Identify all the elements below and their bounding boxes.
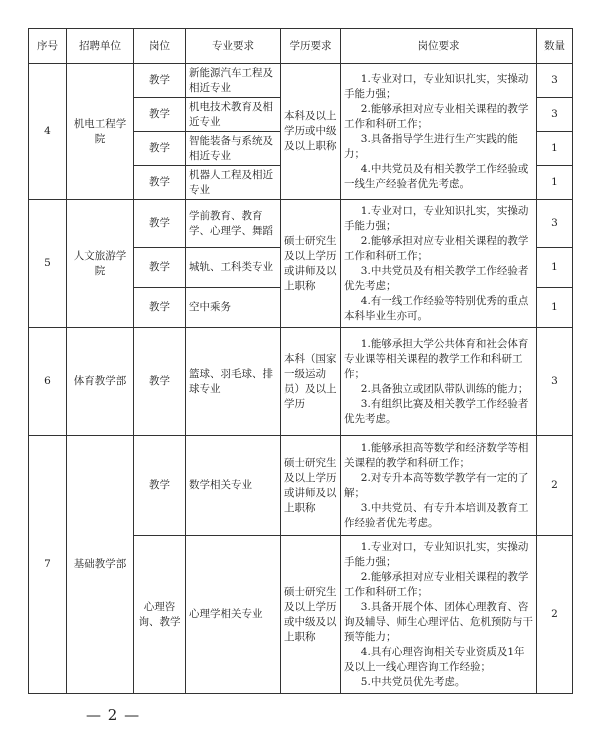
requirements-cell <box>341 328 537 436</box>
major-cell: 机电技术教育及相近专业 <box>186 98 281 132</box>
requirement-item: 2.能够承担对应专业相关课程的教学工作和科研工作； <box>344 102 529 130</box>
major-cell: 学前教育、教育学、心理学、舞蹈 <box>186 200 281 248</box>
education-cell: 硕士研究生及以上学历或中级及以上职称 <box>281 536 341 694</box>
post-cell: 教学 <box>134 200 186 248</box>
requirement-item: 1.能够承担大学公共体育和社会体育专业课等相关课程的教学工作和科研工作； <box>344 337 529 380</box>
header-major: 专业要求 <box>186 29 281 64</box>
requirement-item: 3.有组织比赛及相关教学工作经验者优先考虑。 <box>344 397 529 425</box>
requirement-item: 2.能够承担对应专业相关课程的教学工作和科研工作； <box>344 570 529 598</box>
group-index: 5 <box>29 200 67 328</box>
requirement-item: 1.专业对口，专业知识扎实，实操动手能力强； <box>344 540 529 568</box>
requirement-item: 3.中共党员、有专升本培训及教育工作经验者优先考虑。 <box>344 501 529 529</box>
major-cell: 机器人工程及相近专业 <box>186 166 281 200</box>
major-cell: 新能源汽车工程及相近专业 <box>186 64 281 98</box>
page-number: — 2 — <box>86 706 141 724</box>
count-cell: 3 <box>537 64 573 98</box>
post-cell: 教学 <box>134 98 186 132</box>
requirement-item: 2.能够承担对应专业相关课程的教学工作和科研工作； <box>344 234 529 262</box>
requirement-item: 1.专业对口，专业知识扎实，实操动手能力强； <box>344 72 529 100</box>
count-cell: 1 <box>537 248 573 288</box>
requirements-cell <box>341 536 537 694</box>
header-requirements: 岗位要求 <box>341 29 537 64</box>
post-cell: 教学 <box>134 248 186 288</box>
requirement-item: 1.能够承担高等数学和经济数学等相关课程的教学和科研工作； <box>344 441 529 469</box>
education-cell: 硕士研究生及以上学历或讲师及以上职称 <box>281 436 341 536</box>
count-cell: 3 <box>537 98 573 132</box>
requirements-cell <box>341 64 537 200</box>
group-unit: 体育教学部 <box>67 328 134 436</box>
recruitment-table <box>28 28 573 694</box>
major-cell: 空中乘务 <box>186 288 281 328</box>
count-cell: 3 <box>537 328 573 436</box>
major-cell: 城轨、工科类专业 <box>186 248 281 288</box>
post-cell: 教学 <box>134 328 186 436</box>
post-cell: 教学 <box>134 288 186 328</box>
table-row <box>29 436 573 536</box>
requirement-item: 3.具备指导学生进行生产实践的能力； <box>344 132 518 160</box>
group-index: 4 <box>29 64 67 200</box>
count-cell: 3 <box>537 200 573 248</box>
count-cell: 1 <box>537 132 573 166</box>
count-cell: 2 <box>537 436 573 536</box>
group-unit: 基础教学部 <box>67 436 134 694</box>
requirement-item: 5.中共党员优先考虑。 <box>360 675 466 688</box>
post-cell: 心理咨询、教学 <box>134 536 186 694</box>
requirement-item: 3.具备开展个体、团体心理教育、咨询及辅导、师生心理评估、危机预防与干预等能力； <box>344 600 533 643</box>
post-cell: 教学 <box>134 132 186 166</box>
group-index: 6 <box>29 328 67 436</box>
post-cell: 教学 <box>134 64 186 98</box>
requirement-item: 2.具备独立或团队带队训练的能力； <box>360 382 529 395</box>
requirement-item: 4.有一线工作经验等特别优秀的重点本科毕业生亦可。 <box>344 294 529 322</box>
requirement-item: 4.具有心理咨询相关专业资质及1年及以上一线心理咨询工作经验； <box>344 645 525 673</box>
post-cell: 教学 <box>134 436 186 536</box>
major-cell: 智能装备与系统及相近专业 <box>186 132 281 166</box>
major-cell: 心理学相关专业 <box>186 536 281 694</box>
post-cell: 教学 <box>134 166 186 200</box>
requirement-item: 3.中共党员及有相关教学工作经验者优先考虑； <box>344 264 529 292</box>
count-cell: 1 <box>537 288 573 328</box>
requirements-cell <box>341 200 537 328</box>
education-cell: 本科及以上学历或中级及以上职称 <box>281 64 341 200</box>
header-index: 序号 <box>29 29 67 64</box>
requirement-item: 2.对专升本高等数学教学有一定的了解； <box>344 471 529 499</box>
header-post: 岗位 <box>134 29 186 64</box>
header-unit: 招聘单位 <box>67 29 134 64</box>
table-row <box>29 200 573 248</box>
table-header-row <box>29 29 573 64</box>
major-cell: 篮球、羽毛球、排球专业 <box>186 328 281 436</box>
count-cell: 2 <box>537 536 573 694</box>
header-count: 数量 <box>537 29 573 64</box>
requirements-cell <box>341 436 537 536</box>
requirement-item: 4.中共党员及有相关教学工作经验或一线生产经验者优先考虑。 <box>344 162 529 190</box>
group-unit: 机电工程学院 <box>67 64 134 200</box>
count-cell: 1 <box>537 166 573 200</box>
table-row <box>29 64 573 98</box>
education-cell: 本科（国家一级运动员）及以上学历 <box>281 328 341 436</box>
group-unit: 人文旅游学院 <box>67 200 134 328</box>
group-index: 7 <box>29 436 67 694</box>
major-cell: 数学相关专业 <box>186 436 281 536</box>
education-cell: 硕士研究生及以上学历或讲师及以上职称 <box>281 200 341 328</box>
requirement-item: 1.专业对口，专业知识扎实，实操动手能力强； <box>344 204 529 232</box>
header-education: 学历要求 <box>281 29 341 64</box>
table-row <box>29 328 573 436</box>
